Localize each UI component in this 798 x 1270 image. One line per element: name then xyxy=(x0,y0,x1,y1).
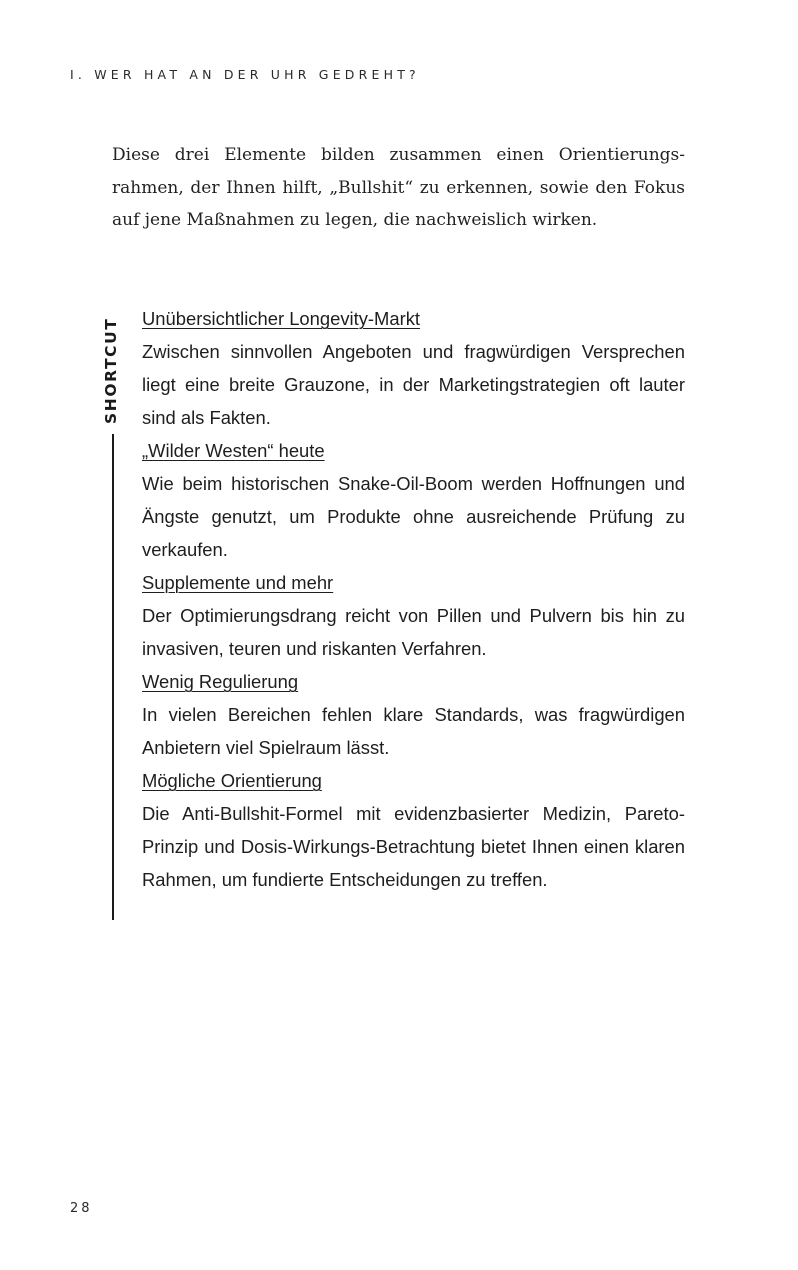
shortcut-item-heading: Supplemente und mehr xyxy=(142,572,334,593)
shortcut-item-heading: Mögliche Orientierung xyxy=(142,770,322,791)
shortcut-item-text: In vielen Bereichen fehlen klare Standards, was fragwürdigen Anbietern viel Spielraum lässt. xyxy=(142,704,685,758)
shortcut-summary xyxy=(142,302,685,896)
shortcut-item-heading: Wenig Regulierung xyxy=(142,671,299,692)
shortcut-label: SHORTCUT xyxy=(102,317,120,424)
intro-paragraph: Diese drei Elemente bilden zusammen einen Orientierungsrahmen, der Ihnen hilft, „Bullshit“ zu erkennen, sowie den Fokus auf jene Maßnahmen zu legen, die nachweislich wirken. xyxy=(112,145,685,230)
shortcut-item-heading: „Wilder Westen“ heute xyxy=(142,440,325,461)
shortcut-item-text: Die Anti-Bullshit-Formel mit evidenzbasierter Medizin, Pareto-Prinzip und Dosis-Wirkungs-Betrachtung bietet Ihnen einen klaren Rahmen, um fundierte Entscheidungen zu treffen. xyxy=(142,803,685,890)
shortcut-item-text: Wie beim historischen Snake-Oil-Boom werden Hoffnungen und Ängste genutzt, um Produkte ohne ausreichende Prüfung zu verkaufen. xyxy=(142,473,685,560)
shortcut-item-text: Zwischen sinnvollen Angeboten und fragwürdigen Versprechen liegt eine breite Grauzone, in der Marketingstrategien oft lauter sind als Fakten. xyxy=(142,341,685,428)
shortcut-item-heading: Unübersichtlicher Longevity-Markt xyxy=(142,308,421,329)
shortcut-item-text: Der Optimierungsdrang reicht von Pillen und Pulvern bis hin zu invasiven, teuren und riskanten Verfahren. xyxy=(142,605,685,659)
shortcut-vertical-rule xyxy=(112,434,114,920)
page-number: 28 xyxy=(70,1201,93,1216)
running-header: I. WER HAT AN DER UHR GEDREHT? xyxy=(70,67,420,82)
